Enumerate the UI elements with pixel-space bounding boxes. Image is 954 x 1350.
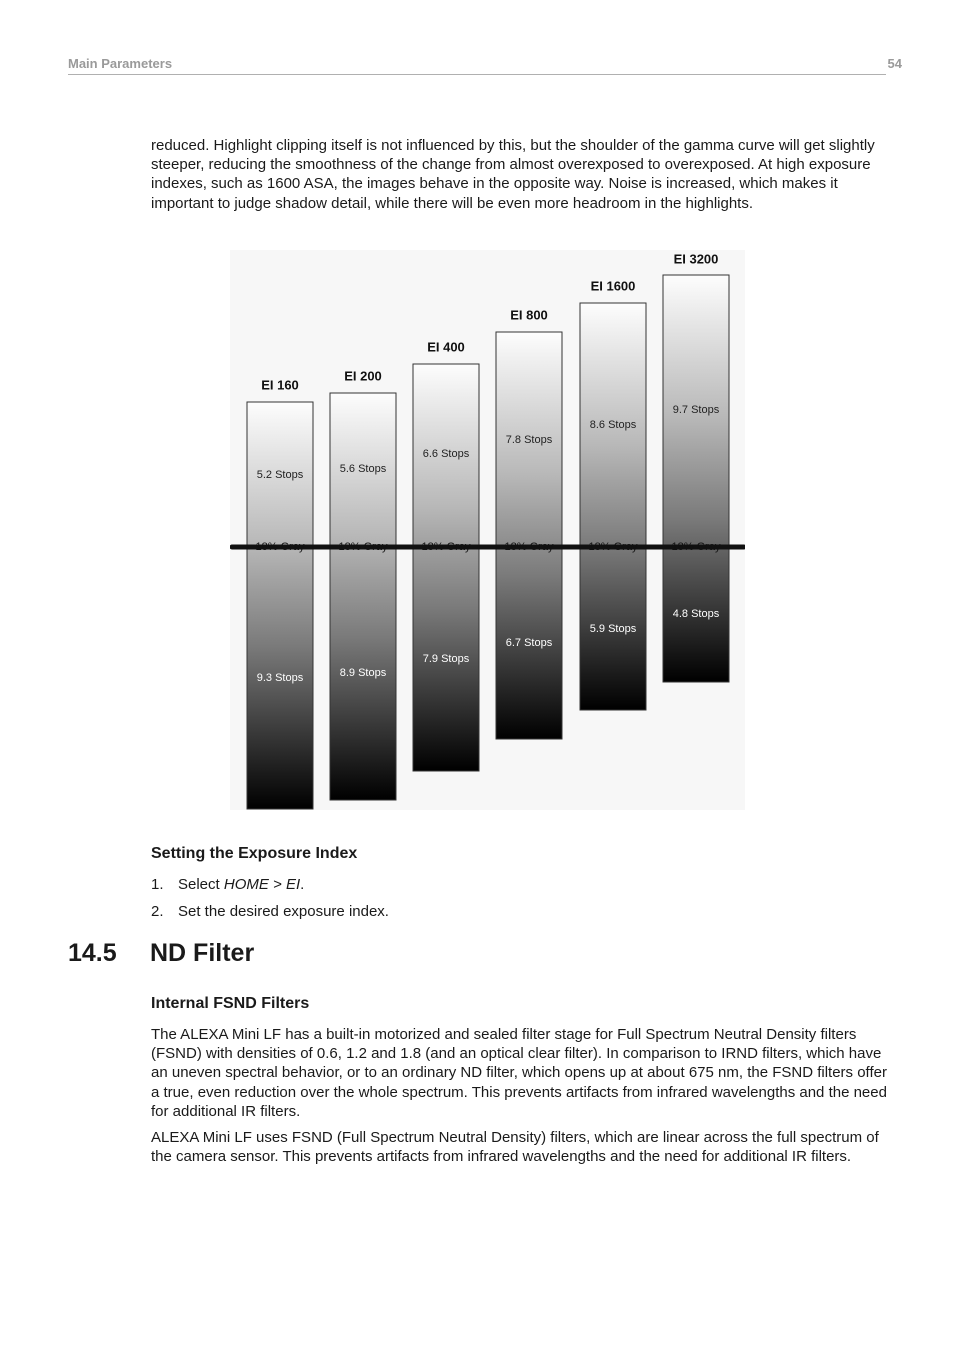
gray-label: 18% Gray [421,540,471,553]
internal-fsnd-heading: Internal FSND Filters [151,995,310,1012]
step-text: Set the desired exposure index. [178,903,389,920]
fsnd-paragraph-2: ALEXA Mini LF uses FSND (Full Spectrum Neutral Density) filters, which are linear across the full spectrum of the camera sensor. This prevents artifacts from infrared wavelengths and the need for additional IR filters. [151,1129,879,1166]
ei-label: EI 400 [427,339,465,355]
stops-above-label: 5.6 Stops [339,462,387,475]
section-number: 14.5 [68,939,117,967]
stops-above-label: 6.6 Stops [422,447,470,460]
ei-bar [413,364,479,771]
menu-home: HOME [223,876,269,893]
stops-above-label: 9.7 Stops [672,403,720,416]
setting-exposure-index-heading: Setting the Exposure Index [151,845,358,862]
fsnd-paragraph-1: The ALEXA Mini LF has a built-in motorized and sealed filter stage for Full Spectrum Neutral Density filters (FSND) with densities of 0.6, 1.2 and 1.8 (and an optical clear filter). In comparison to IRND filters, which have an uneven spectral behavior, or to an ordinary ND filter, which opens up at about 675 nm, the FSND filters offer a true, even reduction over the whole spectrum. This prevents artifacts from infrared wavelengths and the need for additional IR filters. [151,1026,887,1120]
stops-below-label: 4.8 Stops [672,607,720,620]
step-number: 2. [151,903,164,920]
menu-ei: EI [285,876,301,893]
gray-label: 18% Gray [338,540,388,553]
step-text-suffix: . [300,876,305,893]
step-text-prefix: Select [178,876,224,893]
page-header [68,56,902,76]
stops-below-label: 9.3 Stops [256,671,304,684]
ei-label: EI 1600 [590,278,636,294]
step-2 [151,903,389,920]
header-divider [68,74,886,75]
header-title: Main Parameters [68,56,173,71]
stops-below-label: 8.9 Stops [339,666,387,679]
gray-label: 18% Gray [504,540,554,553]
stops-above-label: 8.6 Stops [589,418,637,431]
ei-bar [663,275,729,682]
step-1 [151,876,304,893]
ei-label: EI 160 [261,377,299,393]
gray-label: 18% Gray [588,540,638,553]
menu-separator: > [268,876,286,893]
step-number: 1. [151,876,164,893]
stops-below-label: 6.7 Stops [505,636,553,649]
stops-above-label: 5.2 Stops [256,468,304,481]
gray-label: 18% Gray [255,540,305,553]
stops-above-label: 7.8 Stops [505,433,553,446]
page-number: 54 [887,56,902,71]
section-title: ND Filter [150,939,255,967]
ei-label: EI 200 [344,368,382,384]
stops-below-label: 7.9 Stops [422,652,470,665]
ei-bar [580,303,646,710]
ei-label: EI 800 [510,307,548,323]
exposure-index-figure [230,250,745,810]
intro-paragraph: reduced. Highlight clipping itself is not influenced by this, but the shoulder of the gamma curve will get slightly steeper, reducing the smoothness of the change from almost overexposed to overexposed. At high exposure indexes, such as 1600 ASA, the images behave in the opposite way. Noise is increased, which makes it important to judge shadow detail, while there will be even more headroom in the highlights. [151,137,875,212]
section-heading [68,939,254,968]
ei-label: EI 3200 [673,251,719,267]
ei-bar [247,402,313,809]
ei-bar [330,393,396,800]
ei-bar [496,332,562,739]
stops-below-label: 5.9 Stops [589,622,637,635]
gray-label: 18% Gray [671,540,721,553]
